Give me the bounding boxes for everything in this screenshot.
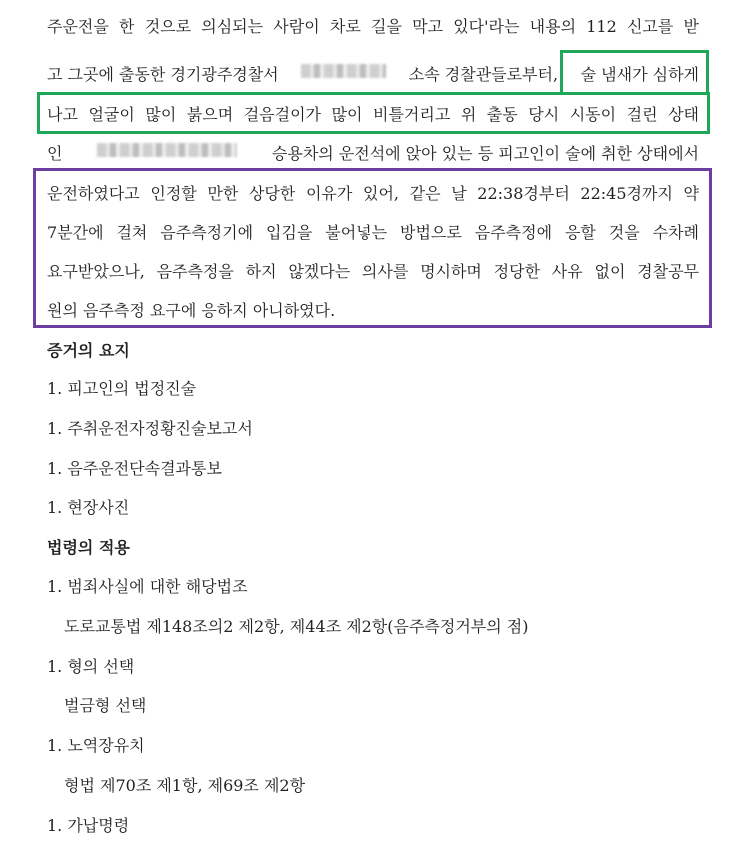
law-item-title: 1. 범죄사실에 대한 해당법조: [47, 577, 248, 596]
evidence-item: 1. 피고인의 법정진술: [47, 379, 197, 398]
text-segment: 소속 경찰관들로부터,: [408, 65, 559, 84]
text-line: 운전하였다고 인정할 만한 상당한 이유가 있어, 같은 날 22:38경부터 22:45경까지 약: [47, 184, 699, 203]
green-highlight-box: [37, 92, 710, 134]
law-item-title: 1. 노역장유치: [47, 736, 145, 755]
text-line: 요구받았으나, 음주측정을 하지 않겠다는 의사를 명시하며 정당한 사유 없이 경찰공무: [47, 262, 699, 281]
law-item-detail: 벌금형 선택: [64, 696, 147, 715]
law-item-detail: 형법 제70조 제1항, 제69조 제2항: [64, 776, 306, 795]
highlighted-text: 술 냄새가 심하게: [580, 65, 699, 84]
law-heading: 법령의 적용: [47, 538, 130, 557]
text-line: 나고 얼굴이 많이 붉으며 걸음걸이가 많이 비틀거리고 위 출동 당시 시동이 걸린 상태: [47, 105, 699, 124]
evidence-item: 1. 현장사진: [47, 498, 130, 517]
evidence-item: 1. 주취운전자정황진술보고서: [47, 419, 253, 438]
purple-highlight-box: [33, 168, 712, 328]
text-line: 원의 음주측정 요구에 응하지 아니하였다.: [47, 301, 336, 320]
redacted-text: [97, 143, 237, 157]
text-segment: 인: [47, 144, 63, 163]
law-item-title: 1. 형의 선택: [47, 657, 135, 676]
text-line: 7분간에 걸쳐 음주측정기에 입김을 불어넣는 방법으로 음주측정에 응할 것을 수차례: [47, 223, 699, 242]
law-item-detail: 도로교통법 제148조의2 제2항, 제44조 제2항(음주측정거부의 점): [64, 617, 529, 636]
text-line: 주운전을 한 것으로 의심되는 사람이 차로 길을 막고 있다'라는 내용의 112 신고를 받: [47, 17, 699, 36]
law-item-title: 1. 가납명령: [47, 816, 130, 835]
text-line: [47, 143, 699, 165]
evidence-heading: 증거의 요지: [47, 341, 130, 360]
text-segment: 승용차의 운전석에 앉아 있는 등 피고인이 술에 취한 상태에서: [271, 144, 699, 163]
green-highlight-box: [560, 50, 709, 95]
redacted-text: [301, 64, 386, 78]
text-segment: 고 그곳에 출동한 경기광주경찰서: [47, 65, 279, 84]
evidence-item: 1. 음주운전단속결과통보: [47, 459, 222, 478]
